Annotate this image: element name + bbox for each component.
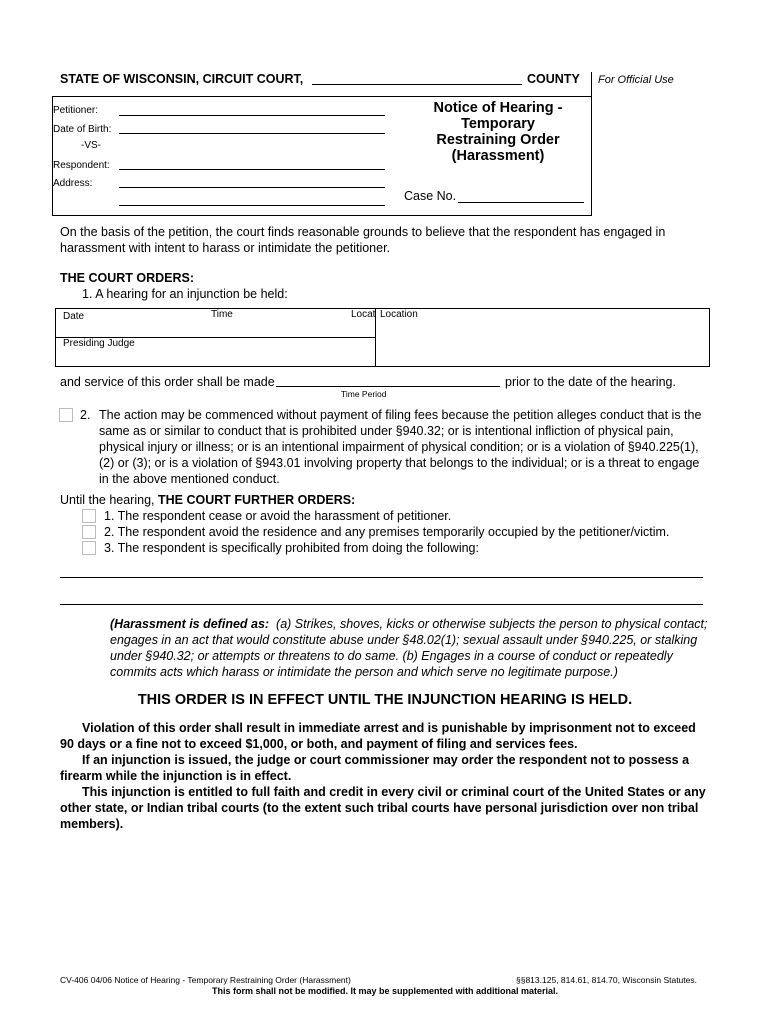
prohibited-conduct-line-1[interactable] (60, 577, 703, 578)
hearing-date-field[interactable] (63, 324, 203, 336)
case-no-label: Case No. (404, 189, 457, 203)
order-item-2-number: 2. (80, 408, 91, 422)
dob-label: Date of Birth: (53, 124, 112, 135)
time-period-caption: Time Period (341, 389, 387, 399)
harassment-definition-label: (Harassment is defined as: (110, 617, 270, 631)
time-period-field[interactable] (276, 386, 500, 387)
hearing-location-label: Location (380, 309, 418, 320)
title-line-4: (Harassment) (451, 148, 545, 164)
document-title (400, 100, 596, 164)
presiding-judge-field[interactable] (63, 351, 363, 363)
warning-firearm: If an injunction is issued, the judge or court commissioner may order the respondent not to possess a firearm while the injunction is in effect. (60, 753, 690, 783)
further-order-1-checkbox[interactable] (82, 509, 96, 523)
title-line-3: Restraining Order (436, 132, 560, 148)
further-order-1-text: 1. The respondent cease or avoid the harassment of petitioner. (104, 509, 452, 523)
harassment-definition-text: (a) Strikes, shoves, kicks or otherwise subjects the person to physical contact; engages in an act that would constitute abuse under §48.02(1); sexual assault under §940.225, or stalking under §940.32; or attempts or threatens to do same. (b) Engages in a course of conduct or repeatedly commits acts which harass or intimidate the person and which serve no legitimate purpose.) (110, 617, 708, 679)
county-label: COUNTY (527, 72, 580, 86)
further-orders-prefix: Until the hearing, (60, 493, 155, 507)
title-line-2: Temporary (461, 116, 535, 132)
hearing-time-label: Time (211, 309, 233, 320)
caption-top-border (52, 96, 591, 97)
service-suffix: prior to the date of the hearing. (505, 375, 676, 389)
warning-full-faith: This injunction is entitled to full faith and credit in every civil or criminal court of the United States or any other state, or Indian tribal courts (to the extent such tribal courts have personal jurisdiction over non tribal members). (60, 785, 706, 831)
order-item-2-text: The action may be commenced without payment of filing fees because the petition alleges conduct that is the same as or similar to conduct that is prohibited under §940.32; or is intentional infliction of physical pain, physical injury or illness; or is an intentional impairment of physical condition; or is a violation of §940.225(1), (2) or (3); or is a violation of §943.01 involving property that belongs to the individual; or is a threat to engage in the above mentioned conduct. (99, 408, 702, 486)
further-order-2-text: 2. The respondent avoid the residence and any premises temporarily occupied by the petitioner/victim. (104, 525, 670, 539)
respondent-label: Respondent: (53, 160, 110, 171)
petitioner-field[interactable] (119, 115, 385, 116)
hearing-location-label-truncated: Locat (351, 309, 375, 320)
intro-paragraph: On the basis of the petition, the court finds reasonable grounds to believe that the respondent has engaged in harassment with intent to harass or intimidate the petitioner. (60, 225, 666, 255)
service-prefix: and service of this order shall be made (60, 375, 275, 389)
county-name-line[interactable] (312, 84, 522, 85)
order-item-1: 1. A hearing for an injunction be held: (82, 287, 288, 301)
dob-field[interactable] (119, 133, 385, 134)
footer-form-id: CV-406 04/06 Notice of Hearing - Temporary Restraining Order (Harassment) (60, 975, 351, 985)
hearing-date-label: Date (63, 311, 85, 322)
presiding-judge-label: Presiding Judge (63, 338, 135, 349)
court-orders-heading: THE COURT ORDERS: (60, 271, 195, 285)
effect-heading: THIS ORDER IS IN EFFECT UNTIL THE INJUNCTION HEARING IS HELD. (137, 692, 633, 708)
address-label: Address: (53, 178, 93, 189)
hearing-location-field[interactable] (380, 323, 700, 361)
case-no-field[interactable] (458, 202, 584, 203)
official-use-label: For Official Use (598, 74, 674, 86)
hearing-time-field[interactable] (211, 322, 341, 334)
further-order-3-checkbox[interactable] (82, 541, 96, 555)
footer-notice: This form shall not be modified. It may be supplemented with additional material. (211, 986, 559, 996)
warning-violation: Violation of this order shall result in immediate arrest and is punishable by imprisonment not to exceed 90 days or a fine not to exceed $1,000, or both, and payment of filing and services fees. (60, 721, 696, 751)
footer-statutes: §§813.125, 814.61, 814.70, Wisconsin Statutes. (516, 975, 697, 985)
fee-waiver-checkbox[interactable] (59, 408, 73, 422)
address-field-1[interactable] (119, 187, 385, 188)
further-order-3-text: 3. The respondent is specifically prohibited from doing the following: (104, 541, 479, 555)
caption-bottom-border (52, 215, 591, 216)
vs-label: -VS- (81, 140, 101, 151)
court-line-prefix: STATE OF WISCONSIN, CIRCUIT COURT, (60, 72, 304, 86)
further-orders-heading: THE COURT FURTHER ORDERS: (158, 493, 356, 507)
harassment-definition (110, 616, 710, 680)
petitioner-label: Petitioner: (53, 105, 99, 116)
respondent-field[interactable] (119, 169, 385, 170)
address-field-2[interactable] (119, 205, 385, 206)
prohibited-conduct-line-2[interactable] (60, 604, 703, 605)
title-line-1: Notice of Hearing - (433, 100, 563, 116)
further-orders-line (60, 492, 355, 508)
further-order-2-checkbox[interactable] (82, 525, 96, 539)
hearing-table-col-divider (375, 308, 376, 366)
warnings-block (60, 720, 712, 832)
